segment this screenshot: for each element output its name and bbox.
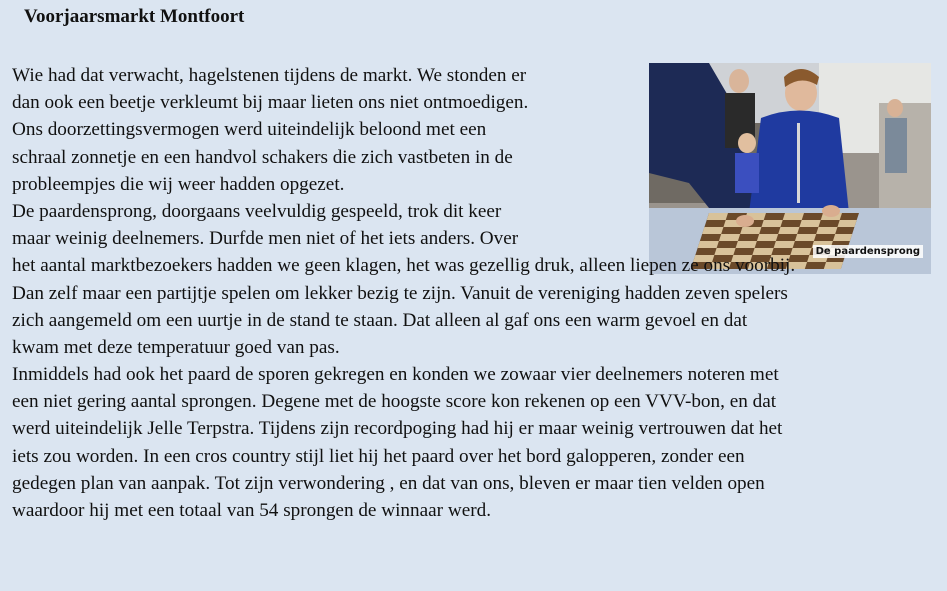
article-line: kwam met deze temperatuur goed van pas. <box>12 336 340 358</box>
article-line: zich aangemeld om een uurtje in de stand te staan. Dat alleen al gaf ons een warm gevoel en dat <box>12 309 748 331</box>
article-line: Ons doorzettingsvermogen werd uiteindelijk beloond met een <box>12 119 487 141</box>
article-line: gedegen plan van aanpak. Tot zijn verwondering , en dat van ons, bleven er maar tien velden open <box>12 472 765 494</box>
photo-caption: De paardensprong <box>813 245 923 258</box>
article-line: schraal zonnetje en een handvol schakers die zich vastbeten in de <box>12 146 513 168</box>
article-line: waardoor hij met een totaal van 54 sprongen de winnaar werd. <box>12 500 491 521</box>
article-line: Wie had dat verwacht, hagelstenen tijdens de markt. We stonden er <box>12 65 527 86</box>
article-body <box>12 62 947 524</box>
article-line: werd uiteindelijk Jelle Terpstra. Tijdens zijn recordpoging had hij er maar weinig vertrouwen dat het <box>12 418 783 440</box>
article-line: maar weinig deelnemers. Durfde men niet of het iets anders. Over <box>12 228 519 250</box>
article-line: Inmiddels had ook het paard de sporen gekregen en konden we zowaar vier deelnemers noteren met <box>12 364 779 386</box>
article-line: Dan zelf maar een partijtje spelen om lekker bezig te zijn. Vanuit de vereniging hadden zeven spelers <box>12 282 788 304</box>
article-line: probleempjes die wij weer hadden opgezet. <box>12 173 345 195</box>
article-title: Voorjaarsmarkt Montfoort <box>24 6 245 27</box>
article-line: De paardensprong, doorgaans veelvuldig gespeeld, trok dit keer <box>12 200 502 222</box>
article-line: iets zou worden. In een cros country stijl liet hij het paard over het bord galopperen, zonder een <box>12 445 745 467</box>
article-line: een niet gering aantal sprongen. Degene met de hoogste score kon rekenen op een VVV-bon, en dat <box>12 391 777 413</box>
article-line: dan ook een beetje verkleumt bij maar lieten ons niet ontmoedigen. <box>12 92 529 114</box>
article-line: het aantal marktbezoekers hadden we geen klagen, het was gezellig druk, alleen liepen ze ons voorbij. <box>12 255 796 277</box>
